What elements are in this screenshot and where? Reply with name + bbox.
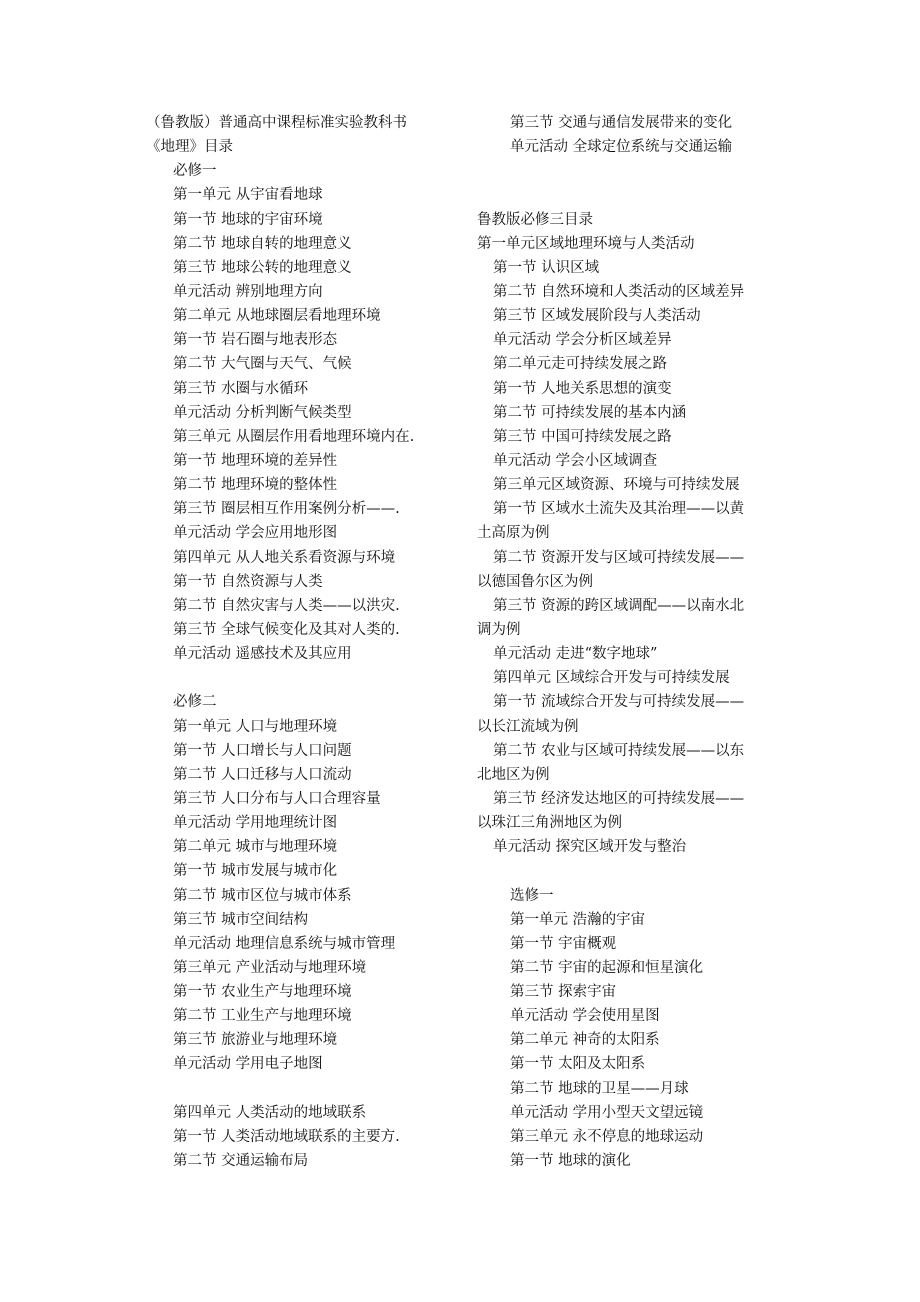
toc-line: 第四单元 区域综合开发与可持续发展 bbox=[493, 670, 730, 687]
toc-line: 北地区为例 bbox=[477, 766, 550, 783]
toc-line: 选修一 bbox=[510, 887, 554, 904]
left-column bbox=[146, 111, 466, 1173]
toc-line: 第二单元 神奇的太阳系 bbox=[510, 1032, 660, 1049]
toc-line: 第二节 宇宙的起源和恒星演化 bbox=[510, 959, 704, 976]
toc-line: 第一节 太阳及太阳系 bbox=[510, 1056, 646, 1073]
toc-line: 第三节 探索宇宙 bbox=[510, 984, 617, 1001]
toc-line: 第二节 交通运输布局 bbox=[173, 1153, 309, 1170]
toc-line: 第二节 资源开发与区域可持续发展—— bbox=[493, 549, 745, 566]
toc-line: 单元活动 遥感技术及其应用 bbox=[173, 646, 352, 663]
toc-line: 第二节 人口迁移与人口流动 bbox=[173, 766, 352, 783]
toc-line: 单元活动 全球定位系统与交通运输 bbox=[510, 139, 733, 156]
blank-line bbox=[477, 183, 797, 207]
toc-line: 第一节 区域水土流失及其治理——以黄 bbox=[493, 501, 745, 518]
toc-line: 第二节 地球自转的地理意义 bbox=[173, 235, 352, 252]
toc-line: 第二单元 城市与地理环境 bbox=[173, 839, 338, 856]
toc-line: 第三单元 从圈层作用看地理环境内在. bbox=[173, 428, 415, 445]
toc-line: 单元活动 学用小型天文望远镜 bbox=[510, 1104, 704, 1121]
toc-line: 第三节 地球公转的地理意义 bbox=[173, 259, 352, 276]
toc-line: 第二节 自然环境和人类活动的区域差异 bbox=[493, 283, 745, 300]
toc-line: 第二单元 从地球圈层看地理环境 bbox=[173, 308, 381, 325]
toc-line: 单元活动 地理信息系统与城市管理 bbox=[173, 935, 396, 952]
toc-line: 第一节 地理环境的差异性 bbox=[173, 452, 338, 469]
right-column bbox=[477, 111, 797, 1173]
toc-line: 第三节 城市空间结构 bbox=[173, 911, 309, 928]
toc-line: 第一节 流域综合开发与可持续发展—— bbox=[493, 694, 745, 711]
toc-line: 第三节 水圈与水循环 bbox=[173, 380, 309, 397]
toc-line: 第一节 地球的宇宙环境 bbox=[173, 211, 323, 228]
toc-line: 第一节 人类活动地域联系的主要方. bbox=[173, 1128, 400, 1145]
toc-line: 第二单元走可持续发展之路 bbox=[493, 356, 667, 373]
toc-line: 单元活动 走进“数字地球” bbox=[493, 646, 658, 663]
toc-line: 第二节 城市区位与城市体系 bbox=[173, 887, 352, 904]
toc-line: 第三节 人口分布与人口合理容量 bbox=[173, 790, 381, 807]
toc-line: 单元活动 学会分析区域差异 bbox=[493, 332, 672, 349]
toc-line: 第三节 交通与通信发展带来的变化 bbox=[510, 115, 733, 131]
toc-line: 第三节 圈层相互作用案例分析——. bbox=[173, 501, 400, 518]
toc-line: 第一单元 从宇宙看地球 bbox=[173, 187, 323, 204]
toc-line: 土高原为例 bbox=[477, 525, 550, 542]
toc-line: 第二节 工业生产与地理环境 bbox=[173, 1008, 352, 1025]
toc-line: 第一节 农业生产与地理环境 bbox=[173, 984, 352, 1001]
toc-line: 第一节 地球的演化 bbox=[510, 1153, 631, 1170]
toc-line: 第三单元区域资源、环境与可持续发展 bbox=[493, 477, 740, 494]
toc-line: 第一节 岩石圈与地表形态 bbox=[173, 332, 338, 349]
toc-line: 以德国鲁尔区为例 bbox=[477, 573, 593, 590]
toc-line: 第二节 大气圈与天气、气候 bbox=[173, 356, 352, 373]
blank-line bbox=[477, 859, 797, 883]
toc-line: 单元活动 分析判断气候类型 bbox=[173, 404, 352, 421]
toc-line: 第一节 认识区域 bbox=[493, 259, 600, 276]
toc-line: 第二节 农业与区域可持续发展——以东 bbox=[493, 742, 745, 759]
toc-line: 第四单元 人类活动的地域联系 bbox=[173, 1104, 367, 1121]
toc-line: 第三节 全球气候变化及其对人类的. bbox=[173, 621, 400, 638]
toc-line: 《地理》目录 bbox=[146, 139, 233, 156]
blank-line bbox=[477, 159, 797, 183]
toc-line: 第一节 人地关系思想的演变 bbox=[493, 380, 672, 397]
toc-line: 第三节 旅游业与地理环境 bbox=[173, 1032, 338, 1049]
blank-line bbox=[146, 1077, 466, 1101]
toc-line: 第四单元 从人地关系看资源与环境 bbox=[173, 549, 396, 566]
toc-line: 单元活动 辨别地理方向 bbox=[173, 283, 323, 300]
toc-line: 第二节 地球的卫星——月球 bbox=[510, 1080, 689, 1097]
blank-line bbox=[146, 666, 466, 690]
toc-line: 第三节 资源的跨区域调配——以南水北 bbox=[493, 597, 745, 614]
toc-line: 第一节 自然资源与人类 bbox=[173, 573, 323, 590]
toc-line: 单元活动 学会使用星图 bbox=[510, 1008, 660, 1025]
toc-line: 第二节 自然灾害与人类——以洪灾. bbox=[173, 597, 400, 614]
toc-line: 单元活动 学会小区域调查 bbox=[493, 452, 658, 469]
toc-line: 单元活动 学会应用地形图 bbox=[173, 525, 338, 542]
toc-line: 第一节 宇宙概观 bbox=[510, 935, 617, 952]
toc-line: 以长江流域为例 bbox=[477, 718, 579, 735]
toc-line: 第一单元区域地理环境与人类活动 bbox=[477, 235, 695, 252]
toc-line: 单元活动 学用地理统计图 bbox=[173, 815, 338, 832]
toc-line: 第三单元 永不停息的地球运动 bbox=[510, 1128, 704, 1145]
toc-line: 第三单元 产业活动与地理环境 bbox=[173, 959, 367, 976]
toc-line: 第一节 城市发展与城市化 bbox=[173, 863, 338, 880]
toc-line: 调为例 bbox=[477, 621, 521, 638]
toc-line: 鲁教版必修三目录 bbox=[477, 211, 593, 228]
toc-line: 第一单元 人口与地理环境 bbox=[173, 718, 338, 735]
toc-line: （鲁教版）普通高中课程标准实验教科书 bbox=[146, 115, 407, 131]
toc-line: 单元活动 探究区域开发与整治 bbox=[493, 839, 687, 856]
toc-line: 第三节 区域发展阶段与人类活动 bbox=[493, 308, 701, 325]
toc-line: 必修一 bbox=[173, 163, 217, 180]
toc-line: 第三节 经济发达地区的可持续发展—— bbox=[493, 790, 745, 807]
toc-line: 第二节 可持续发展的基本内涵 bbox=[493, 404, 687, 421]
toc-line: 以珠江三角洲地区为例 bbox=[477, 815, 622, 832]
toc-line: 第一单元 浩瀚的宇宙 bbox=[510, 911, 646, 928]
toc-line: 第二节 地理环境的整体性 bbox=[173, 477, 338, 494]
toc-line: 第一节 人口增长与人口问题 bbox=[173, 742, 352, 759]
toc-line: 必修二 bbox=[173, 694, 217, 711]
toc-line: 第三节 中国可持续发展之路 bbox=[493, 428, 672, 445]
toc-line: 单元活动 学用电子地图 bbox=[173, 1056, 323, 1073]
